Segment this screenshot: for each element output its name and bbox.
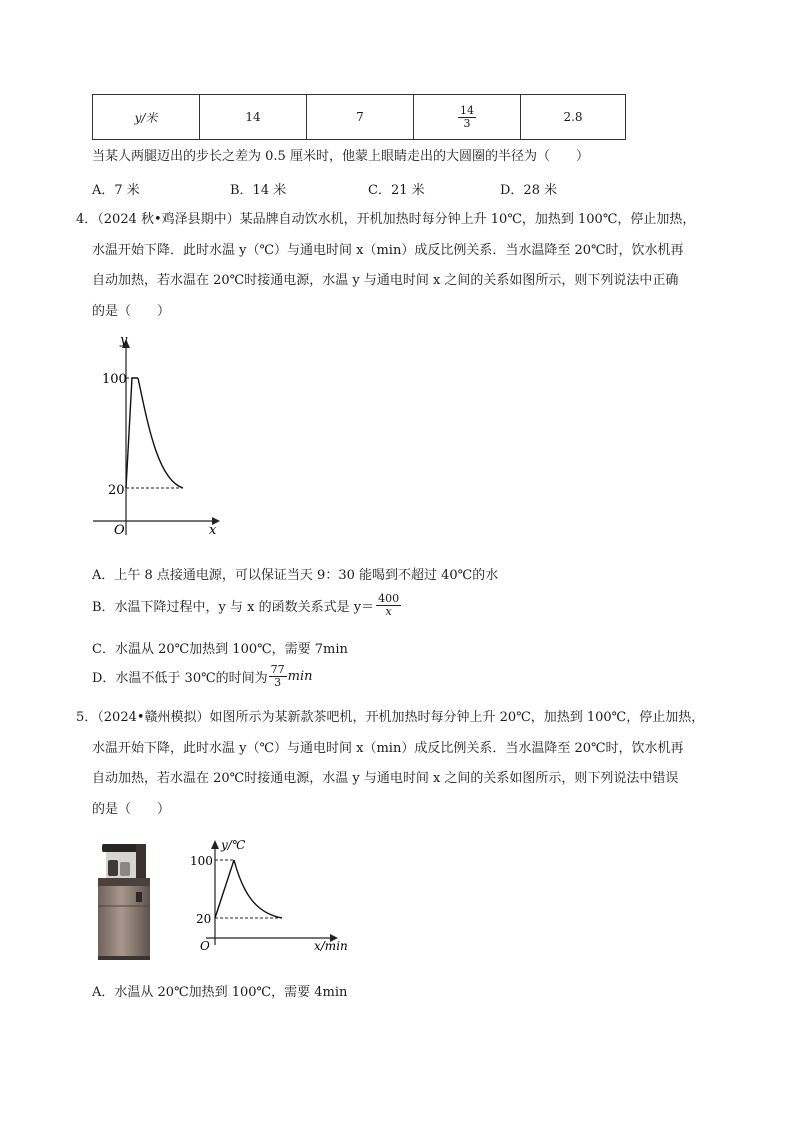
q4-stem-line: 的是（ ） [92, 304, 171, 319]
q4-stem-line: 水温开始下降．此时水温 y（℃）与通电时间 x（min）成反比例关系．当水温降至 20℃时，饮水机再 [92, 243, 684, 258]
q5-option-a: A．水温从 20℃加热到 100℃，需要 4min [92, 985, 348, 1000]
q4-option-a: A．上午 8 点接通电源，可以保证当天 9：30 能喝到不超过 40℃的水 [92, 568, 499, 583]
heating-segment [215, 860, 234, 918]
tick-label-100: 100 [102, 372, 127, 387]
q5-stem-line: 的是（ ） [92, 802, 171, 817]
tick-label-20: 20 [196, 912, 212, 926]
origin-label: O [200, 939, 210, 953]
y-axis-arrow-icon [211, 840, 219, 849]
table-cell: 2.8 [521, 95, 626, 140]
y-axis-label: y [120, 333, 128, 348]
cooling-curve [138, 378, 183, 488]
x-axis-label: x/min [314, 939, 348, 953]
q5-stem-line: 自动加热，若水温在 20℃时接通电源，水温 y 与通电时间 x 之间的关系如图所示，则下列说法中错误 [92, 771, 679, 786]
q5-stem-line: 5．（2024•赣州模拟）如图所示为某新款茶吧机，开机加热时每分钟上升 20℃，加热到 100℃，停止加热， [76, 710, 705, 725]
tea-machine-image [92, 840, 156, 962]
origin-label: O [114, 523, 125, 538]
q3-option-d: D．28 米 [500, 183, 558, 198]
q4-option-d: D．水温不低于 30℃的时间为 $\frac{77}{3}$ min [92, 663, 313, 689]
q4-option-b: B．水温下降过程中，y 与 x 的函数关系式是 y＝ $\frac{400}{x}$ [92, 592, 400, 618]
heating-segment [126, 378, 138, 488]
q4-stem-line: 自动加热，若水温在 20℃时接通电源，水温 y 与通电时间 x 之间的关系如图所示，则下列说法中正确 [92, 273, 679, 288]
q5-graph [190, 835, 360, 955]
q3-stem: 当某人两腿迈出的步长之差为 0.5 厘米时，他蒙上眼睛走出的大圆圈的半径为（ ） [92, 149, 589, 164]
table-header-cell: y/米 [93, 95, 200, 140]
q5-stem-line: 水温开始下降，此时水温 y（℃）与通电时间 x（min）成反比例关系．当水温降至 20℃时，饮水机再 [92, 741, 684, 756]
q4-option-c: C．水温从 20℃加热到 100℃，需要 7min [92, 642, 348, 657]
q4-graph [88, 330, 228, 540]
table-cell: 7 [307, 95, 414, 140]
table-cell-fraction: $\frac{14}{3}$ [414, 95, 521, 140]
table-cell: 14 [200, 95, 307, 140]
q3-option-a: A．7 米 [92, 183, 140, 198]
q3-option-c: C．21 米 [368, 183, 425, 198]
tick-label-100: 100 [190, 854, 213, 868]
x-axis-label: x [209, 523, 217, 538]
cooling-curve [234, 860, 282, 918]
value-table [92, 94, 626, 140]
y-axis-label: y/℃ [221, 838, 246, 852]
q3-option-b: B．14 米 [230, 183, 287, 198]
tick-label-20: 20 [108, 483, 125, 498]
q4-stem-line: 4．（2024 秋•鸡泽县期中）某品牌自动饮水机，开机加热时每分钟上升 10℃，加热到 100℃，停止加热， [76, 212, 696, 227]
table-row [93, 95, 626, 140]
